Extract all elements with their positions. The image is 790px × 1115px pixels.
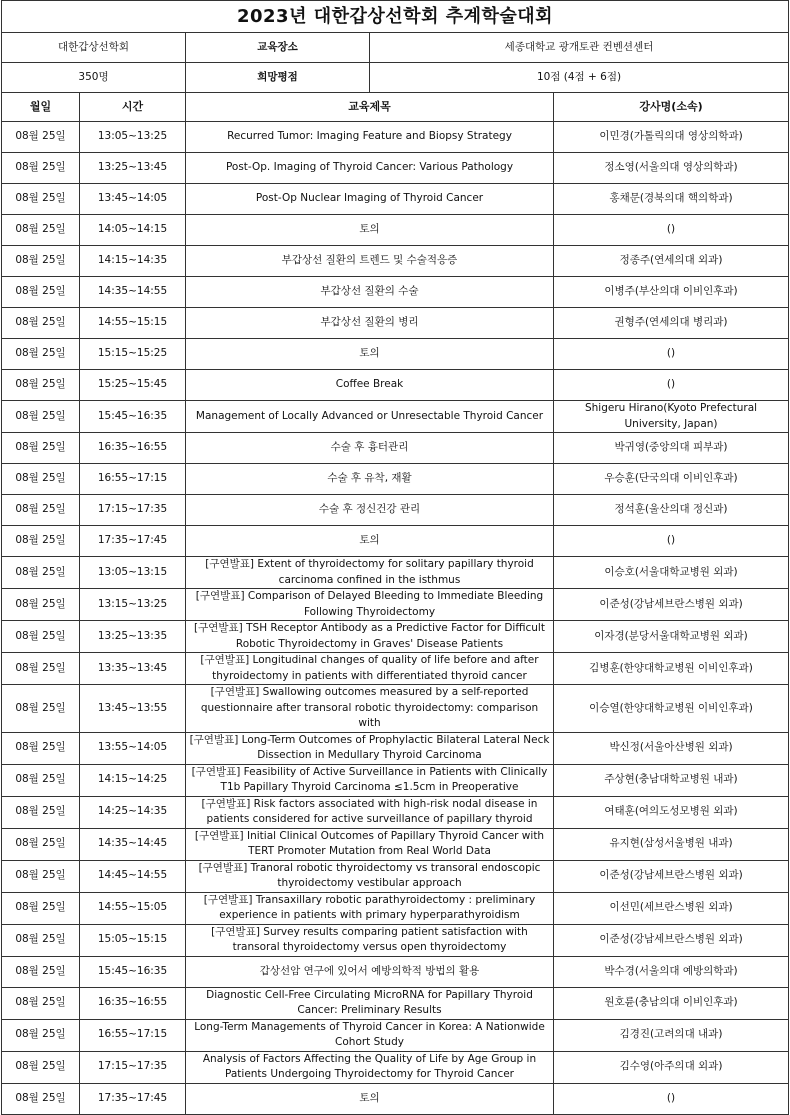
session-time: 14:55~15:15	[80, 308, 186, 339]
session-speaker: ()	[554, 215, 789, 246]
column-header-date: 월일	[2, 93, 80, 122]
session-time: 15:15~15:25	[80, 339, 186, 370]
session-time: 14:45~14:55	[80, 860, 186, 892]
session-date: 08월 25일	[2, 892, 80, 924]
session-date: 08월 25일	[2, 1051, 80, 1083]
session-topic: 부갑상선 질환의 수술	[186, 277, 554, 308]
session-speaker: 권형주(연세의대 병리과)	[554, 308, 789, 339]
session-speaker: ()	[554, 1083, 789, 1114]
session-date: 08월 25일	[2, 764, 80, 796]
session-time: 17:15~17:35	[80, 1051, 186, 1083]
session-date: 08월 25일	[2, 828, 80, 860]
session-time: 16:55~17:15	[80, 1019, 186, 1051]
session-time: 16:35~16:55	[80, 433, 186, 464]
table-row	[2, 433, 789, 464]
session-date: 08월 25일	[2, 401, 80, 433]
table-row	[2, 987, 789, 1019]
session-speaker: 이승호(서울대학교병원 외과)	[554, 557, 789, 589]
session-time: 15:25~15:45	[80, 370, 186, 401]
session-date: 08월 25일	[2, 557, 80, 589]
session-topic: Post-Op Nuclear Imaging of Thyroid Cancer	[186, 184, 554, 215]
session-date: 08월 25일	[2, 796, 80, 828]
session-time: 14:55~15:05	[80, 892, 186, 924]
session-speaker: 박신정(서울아산병원 외과)	[554, 732, 789, 764]
session-speaker: 우승훈(단국의대 이비인후과)	[554, 464, 789, 495]
session-topic: Diagnostic Cell-Free Circulating MicroRNA for Papillary Thyroid Cancer: Preliminary Results	[186, 987, 554, 1019]
table-row	[2, 685, 789, 733]
session-speaker: 유지현(삼성서울병원 내과)	[554, 828, 789, 860]
table-row	[2, 796, 789, 828]
session-speaker: ()	[554, 526, 789, 557]
session-topic: 토의	[186, 339, 554, 370]
session-speaker: 원호륜(충남의대 이비인후과)	[554, 987, 789, 1019]
table-row	[2, 370, 789, 401]
session-topic: Coffee Break	[186, 370, 554, 401]
column-header-speaker: 강사명(소속)	[554, 93, 789, 122]
session-time: 17:15~17:35	[80, 495, 186, 526]
session-time: 17:35~17:45	[80, 526, 186, 557]
session-topic: 토의	[186, 1083, 554, 1114]
session-time: 13:25~13:35	[80, 621, 186, 653]
info-row-1	[2, 33, 789, 63]
session-speaker: 박귀영(중앙의대 피부과)	[554, 433, 789, 464]
session-time: 17:35~17:45	[80, 1083, 186, 1114]
session-date: 08월 25일	[2, 956, 80, 987]
page-title: 2023년 대한갑상선학회 추계학술대회	[2, 1, 789, 33]
session-date: 08월 25일	[2, 732, 80, 764]
table-row	[2, 277, 789, 308]
session-topic: [구연발표] Comparison of Delayed Bleeding to Immediate Bleeding Following Thyroidectomy	[186, 589, 554, 621]
session-topic: 수술 후 흉터관리	[186, 433, 554, 464]
session-time: 16:55~17:15	[80, 464, 186, 495]
table-row	[2, 308, 789, 339]
session-date: 08월 25일	[2, 589, 80, 621]
session-date: 08월 25일	[2, 339, 80, 370]
table-row	[2, 589, 789, 621]
table-row	[2, 653, 789, 685]
session-date: 08월 25일	[2, 621, 80, 653]
session-topic: [구연발표] Tranoral robotic thyroidectomy vs transoral endoscopic thyroidectomy vestibular approach	[186, 860, 554, 892]
session-time: 15:45~16:35	[80, 401, 186, 433]
session-speaker: ()	[554, 339, 789, 370]
table-row	[2, 764, 789, 796]
table-row	[2, 184, 789, 215]
session-topic: [구연발표] Transaxillary robotic parathyroidectomy : preliminary experience in patients with primary hyperparathyroidism	[186, 892, 554, 924]
session-time: 13:55~14:05	[80, 732, 186, 764]
session-date: 08월 25일	[2, 308, 80, 339]
session-topic: 토의	[186, 215, 554, 246]
session-date: 08월 25일	[2, 685, 80, 733]
session-date: 08월 25일	[2, 526, 80, 557]
session-topic: 부갑상선 질환의 병리	[186, 308, 554, 339]
table-row	[2, 464, 789, 495]
session-topic: Recurred Tumor: Imaging Feature and Biopsy Strategy	[186, 122, 554, 153]
session-speaker: Shigeru Hirano(Kyoto Prefectural University, Japan)	[554, 401, 789, 433]
table-row	[2, 153, 789, 184]
session-date: 08월 25일	[2, 184, 80, 215]
session-topic: [구연발표] Feasibility of Active Surveillance in Patients with Clinically T1b Papillary Thyroid Carcinoma ≤1.5cm in Preoperative	[186, 764, 554, 796]
table-row	[2, 732, 789, 764]
session-topic: 토의	[186, 526, 554, 557]
table-row	[2, 122, 789, 153]
title-row	[2, 1, 789, 33]
session-time: 13:35~13:45	[80, 653, 186, 685]
session-topic: [구연발표] Longitudinal changes of quality of life before and after thyroidectomy in patients with differentiated thyroid cancer	[186, 653, 554, 685]
session-speaker: 이준성(강남세브란스병원 외과)	[554, 860, 789, 892]
session-time: 14:35~14:45	[80, 828, 186, 860]
session-topic: Analysis of Factors Affecting the Quality of Life by Age Group in Patients Undergoing Thyroidectomy for Thyroid Cancer	[186, 1051, 554, 1083]
table-row	[2, 828, 789, 860]
session-topic: [구연발표] Long-Term Outcomes of Prophylactic Bilateral Lateral Neck Dissection in Medullary Thyroid Carcinoma	[186, 732, 554, 764]
session-time: 13:45~14:05	[80, 184, 186, 215]
session-date: 08월 25일	[2, 653, 80, 685]
session-time: 13:05~13:15	[80, 557, 186, 589]
session-time: 13:05~13:25	[80, 122, 186, 153]
session-speaker: 이준성(강남세브란스병원 외과)	[554, 589, 789, 621]
schedule-table	[1, 0, 789, 1115]
session-speaker: 이자경(분당서울대학교병원 외과)	[554, 621, 789, 653]
table-row	[2, 526, 789, 557]
session-time: 15:45~16:35	[80, 956, 186, 987]
session-time: 13:15~13:25	[80, 589, 186, 621]
session-time: 14:15~14:35	[80, 246, 186, 277]
session-time: 13:25~13:45	[80, 153, 186, 184]
session-speaker: 정석훈(울산의대 정신과)	[554, 495, 789, 526]
session-topic: 수술 후 정신건강 관리	[186, 495, 554, 526]
session-topic: [구연발표] TSH Receptor Antibody as a Predictive Factor for Difficult Robotic Thyroidectomy in Graves' Disease Patients	[186, 621, 554, 653]
table-row	[2, 215, 789, 246]
session-speaker: ()	[554, 370, 789, 401]
table-row	[2, 956, 789, 987]
session-time: 15:05~15:15	[80, 924, 186, 956]
table-header-row	[2, 93, 789, 122]
session-speaker: 박수경(서울의대 예방의학과)	[554, 956, 789, 987]
session-date: 08월 25일	[2, 495, 80, 526]
session-date: 08월 25일	[2, 370, 80, 401]
session-time: 14:25~14:35	[80, 796, 186, 828]
session-speaker: 이병주(부산의대 이비인후과)	[554, 277, 789, 308]
session-speaker: 정종주(연세의대 외과)	[554, 246, 789, 277]
table-row	[2, 860, 789, 892]
table-row	[2, 495, 789, 526]
table-row	[2, 246, 789, 277]
session-speaker: 김경진(고려의대 내과)	[554, 1019, 789, 1051]
session-topic: [구연발표] Survey results comparing patient satisfaction with transoral thyroidectomy versus open thyroidectomy	[186, 924, 554, 956]
session-topic: [구연발표] Swallowing outcomes measured by a self-reported questionnaire after transoral robotic thyroidectomy: comparison with	[186, 685, 554, 733]
session-speaker: 정소영(서울의대 영상의학과)	[554, 153, 789, 184]
session-date: 08월 25일	[2, 924, 80, 956]
table-row	[2, 892, 789, 924]
session-date: 08월 25일	[2, 246, 80, 277]
table-row	[2, 1051, 789, 1083]
table-row	[2, 401, 789, 433]
table-row	[2, 557, 789, 589]
session-date: 08월 25일	[2, 433, 80, 464]
session-time: 16:35~16:55	[80, 987, 186, 1019]
session-time: 14:15~14:25	[80, 764, 186, 796]
session-speaker: 이민경(가톨릭의대 영상의학과)	[554, 122, 789, 153]
table-row	[2, 1083, 789, 1114]
session-topic: 수술 후 유착, 재활	[186, 464, 554, 495]
table-row	[2, 339, 789, 370]
organizer-value: 대한갑상선학회	[2, 33, 186, 63]
session-topic: Long-Term Managements of Thyroid Cancer in Korea: A Nationwide Cohort Study	[186, 1019, 554, 1051]
session-topic: 갑상선암 연구에 있어서 예방의학적 방법의 활용	[186, 956, 554, 987]
session-date: 08월 25일	[2, 987, 80, 1019]
location-value: 세종대학교 광개토관 컨벤션센터	[370, 33, 789, 63]
session-date: 08월 25일	[2, 464, 80, 495]
session-speaker: 김수영(아주의대 외과)	[554, 1051, 789, 1083]
location-label: 교육장소	[186, 33, 370, 63]
table-row	[2, 1019, 789, 1051]
session-date: 08월 25일	[2, 277, 80, 308]
session-topic: Management of Locally Advanced or Unresectable Thyroid Cancer	[186, 401, 554, 433]
capacity-value: 350명	[2, 63, 186, 93]
session-topic: 부갑상선 질환의 트렌드 및 수술적응증	[186, 246, 554, 277]
table-row	[2, 924, 789, 956]
session-date: 08월 25일	[2, 215, 80, 246]
session-date: 08월 25일	[2, 1019, 80, 1051]
table-row	[2, 621, 789, 653]
session-topic: [구연발표] Initial Clinical Outcomes of Papillary Thyroid Cancer with TERT Promoter Mutation from Real World Data	[186, 828, 554, 860]
session-date: 08월 25일	[2, 122, 80, 153]
session-speaker: 홍채문(경북의대 핵의학과)	[554, 184, 789, 215]
score-value: 10점 (4점 + 6점)	[370, 63, 789, 93]
info-row-2	[2, 63, 789, 93]
session-date: 08월 25일	[2, 153, 80, 184]
session-time: 13:45~13:55	[80, 685, 186, 733]
session-date: 08월 25일	[2, 860, 80, 892]
session-topic: [구연발표] Risk factors associated with high-risk nodal disease in patients considered for active surveillance of papillary thyroid	[186, 796, 554, 828]
session-speaker: 이준성(강남세브란스병원 외과)	[554, 924, 789, 956]
session-topic: [구연발표] Extent of thyroidectomy for solitary papillary thyroid carcinoma confined in the isthmus	[186, 557, 554, 589]
session-date: 08월 25일	[2, 1083, 80, 1114]
session-speaker: 김병훈(한양대학교병원 이비인후과)	[554, 653, 789, 685]
score-label: 희망평점	[186, 63, 370, 93]
column-header-time: 시간	[80, 93, 186, 122]
session-time: 14:35~14:55	[80, 277, 186, 308]
session-speaker: 이선민(세브란스병원 외과)	[554, 892, 789, 924]
session-topic: Post-Op. Imaging of Thyroid Cancer: Various Pathology	[186, 153, 554, 184]
session-speaker: 이승열(한양대학교병원 이비인후과)	[554, 685, 789, 733]
session-speaker: 여태훈(여의도성모병원 외과)	[554, 796, 789, 828]
session-time: 14:05~14:15	[80, 215, 186, 246]
column-header-topic: 교육제목	[186, 93, 554, 122]
session-speaker: 주상현(충남대학교병원 내과)	[554, 764, 789, 796]
